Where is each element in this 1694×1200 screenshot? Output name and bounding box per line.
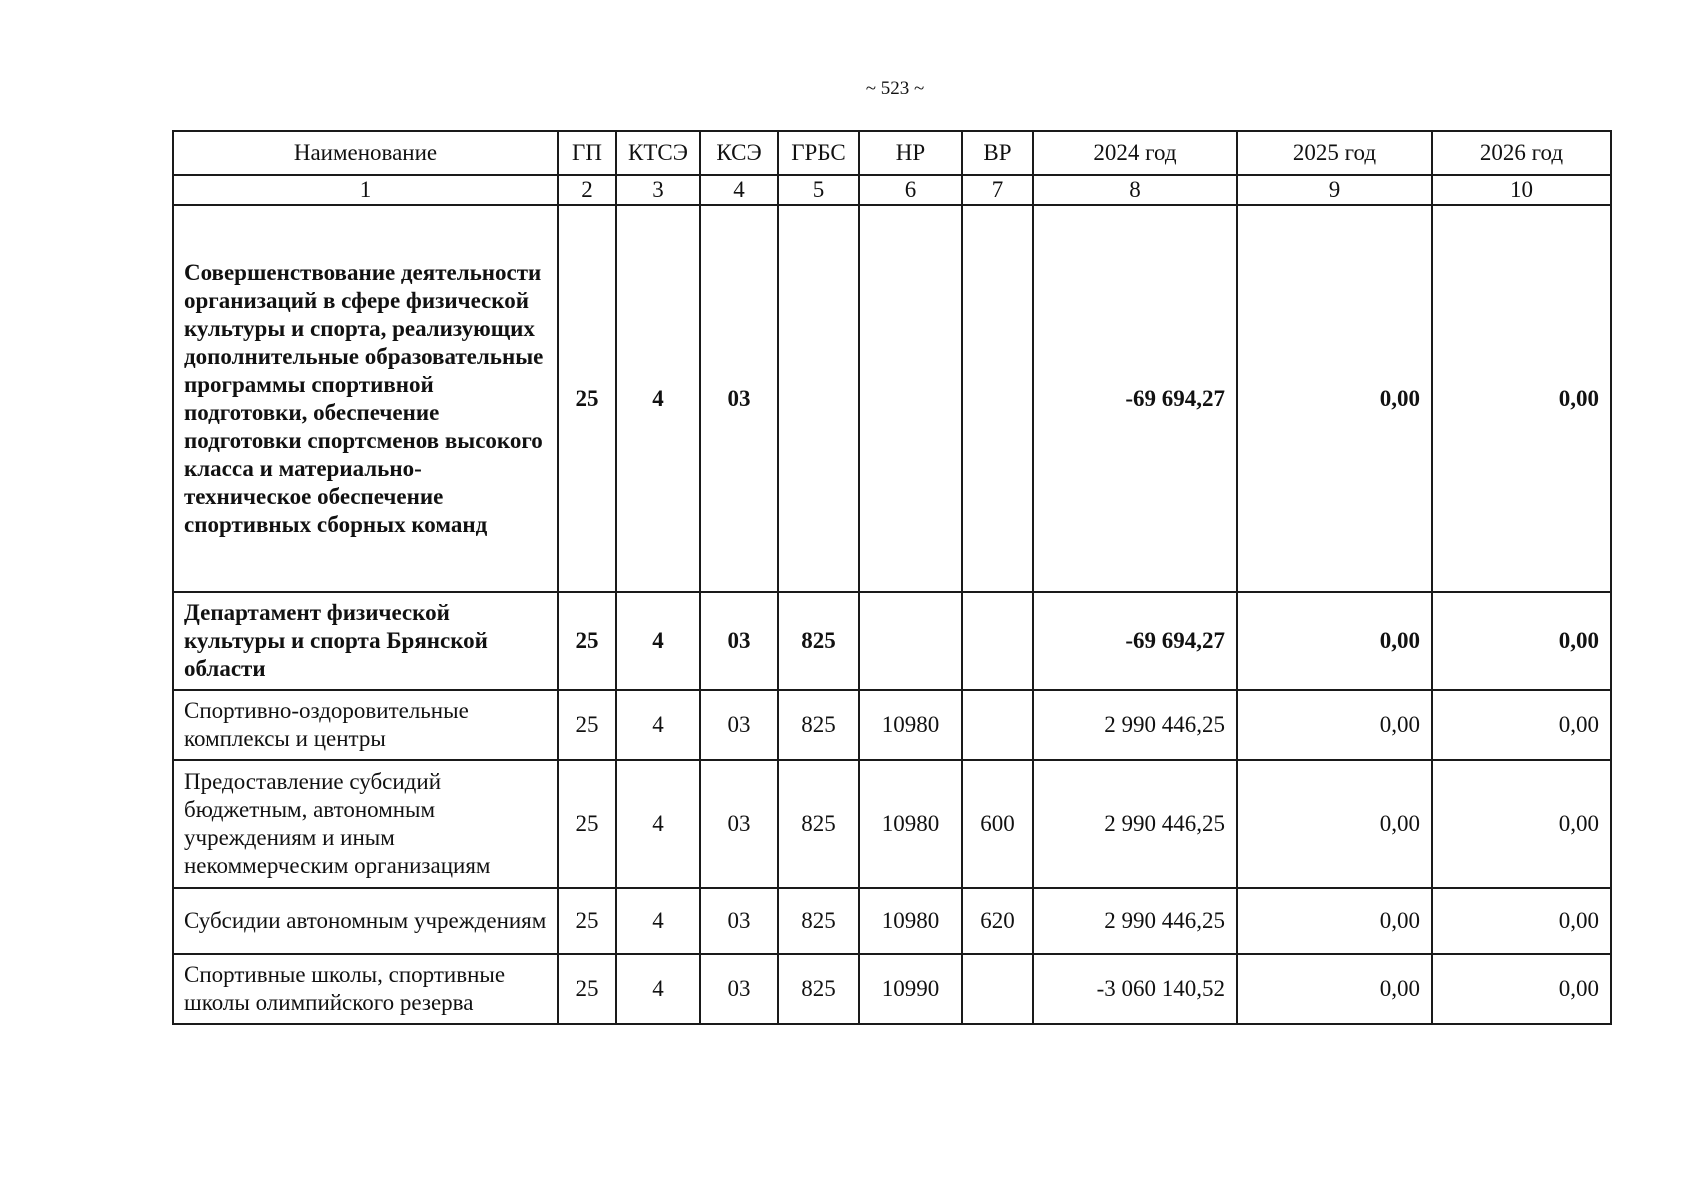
- vr-cell: [962, 592, 1033, 690]
- ktse-cell: 4: [616, 954, 700, 1024]
- ktse-cell: 4: [616, 888, 700, 954]
- column-header: ГРБС: [778, 131, 859, 175]
- column-header: Наименование: [173, 131, 558, 175]
- column-header: 2026 год: [1432, 131, 1611, 175]
- row-name: Спортивные школы, спортивные школы олимпийского резерва: [173, 954, 558, 1024]
- grbs-cell: 825: [778, 690, 859, 760]
- gp-cell: 25: [558, 592, 616, 690]
- vr-cell: [962, 690, 1033, 760]
- row-name: Департамент физической культуры и спорта Брянской области: [173, 592, 558, 690]
- amount-2025: 0,00: [1237, 760, 1432, 888]
- ktse-cell: 4: [616, 760, 700, 888]
- table-header-row: [173, 131, 1611, 175]
- table-row: [173, 760, 1611, 888]
- column-number: 8: [1033, 175, 1237, 205]
- amount-2024: 2 990 446,25: [1033, 690, 1237, 760]
- vr-cell: [962, 954, 1033, 1024]
- amount-2024: -69 694,27: [1033, 205, 1237, 592]
- page-number: ~ 523 ~: [865, 78, 925, 99]
- amount-2025: 0,00: [1237, 690, 1432, 760]
- row-name: Спортивно-оздоровительные комплексы и центры: [173, 690, 558, 760]
- amount-2026: 0,00: [1432, 888, 1611, 954]
- column-number: 6: [859, 175, 962, 205]
- grbs-cell: 825: [778, 760, 859, 888]
- column-header: НР: [859, 131, 962, 175]
- gp-cell: 25: [558, 690, 616, 760]
- column-number-row: [173, 175, 1611, 205]
- grbs-cell: 825: [778, 888, 859, 954]
- column-header: ВР: [962, 131, 1033, 175]
- amount-2026: 0,00: [1432, 690, 1611, 760]
- amount-2024: -69 694,27: [1033, 592, 1237, 690]
- column-header: 2024 год: [1033, 131, 1237, 175]
- nr-cell: 10990: [859, 954, 962, 1024]
- amount-2025: 0,00: [1237, 205, 1432, 592]
- gp-cell: 25: [558, 888, 616, 954]
- nr-cell: 10980: [859, 760, 962, 888]
- kse-cell: 03: [700, 690, 778, 760]
- amount-2026: 0,00: [1432, 205, 1611, 592]
- nr-cell: [859, 205, 962, 592]
- nr-cell: 10980: [859, 888, 962, 954]
- amount-2024: -3 060 140,52: [1033, 954, 1237, 1024]
- gp-cell: 25: [558, 954, 616, 1024]
- table-row: [173, 690, 1611, 760]
- row-name: Субсидии автономным учреждениям: [173, 888, 558, 954]
- ktse-cell: 4: [616, 205, 700, 592]
- vr-cell: [962, 205, 1033, 592]
- column-header: ГП: [558, 131, 616, 175]
- amount-2024: 2 990 446,25: [1033, 888, 1237, 954]
- vr-cell: 600: [962, 760, 1033, 888]
- column-header: 2025 год: [1237, 131, 1432, 175]
- row-name: Совершенствование деятельности организаций в сфере физической культуры и спорта, реализующих дополнительные образовательные программы спортивной подготовки, обеспечение подготовки спортсменов высокого класса и материально-техническое обеспечение спортивных сборных команд: [173, 205, 558, 592]
- column-number: 3: [616, 175, 700, 205]
- table-row: [173, 888, 1611, 954]
- kse-cell: 03: [700, 205, 778, 592]
- ktse-cell: 4: [616, 592, 700, 690]
- vr-cell: 620: [962, 888, 1033, 954]
- row-name: Предоставление субсидий бюджетным, автономным учреждениям и иным некоммерческим организациям: [173, 760, 558, 888]
- kse-cell: 03: [700, 760, 778, 888]
- amount-2024: 2 990 446,25: [1033, 760, 1237, 888]
- grbs-cell: 825: [778, 592, 859, 690]
- table-row: [173, 954, 1611, 1024]
- column-number: 4: [700, 175, 778, 205]
- grbs-cell: [778, 205, 859, 592]
- column-number: 7: [962, 175, 1033, 205]
- column-header: КТСЭ: [616, 131, 700, 175]
- ktse-cell: 4: [616, 690, 700, 760]
- amount-2025: 0,00: [1237, 888, 1432, 954]
- column-number: 9: [1237, 175, 1432, 205]
- budget-table: [172, 130, 1612, 1025]
- gp-cell: 25: [558, 205, 616, 592]
- column-number: 5: [778, 175, 859, 205]
- column-header: КСЭ: [700, 131, 778, 175]
- amount-2025: 0,00: [1237, 954, 1432, 1024]
- amount-2026: 0,00: [1432, 954, 1611, 1024]
- amount-2026: 0,00: [1432, 760, 1611, 888]
- nr-cell: 10980: [859, 690, 962, 760]
- gp-cell: 25: [558, 760, 616, 888]
- amount-2026: 0,00: [1432, 592, 1611, 690]
- kse-cell: 03: [700, 888, 778, 954]
- column-number: 10: [1432, 175, 1611, 205]
- kse-cell: 03: [700, 954, 778, 1024]
- kse-cell: 03: [700, 592, 778, 690]
- grbs-cell: 825: [778, 954, 859, 1024]
- nr-cell: [859, 592, 962, 690]
- table-row: [173, 205, 1611, 592]
- column-number: 2: [558, 175, 616, 205]
- table-row: [173, 592, 1611, 690]
- column-number: 1: [173, 175, 558, 205]
- amount-2025: 0,00: [1237, 592, 1432, 690]
